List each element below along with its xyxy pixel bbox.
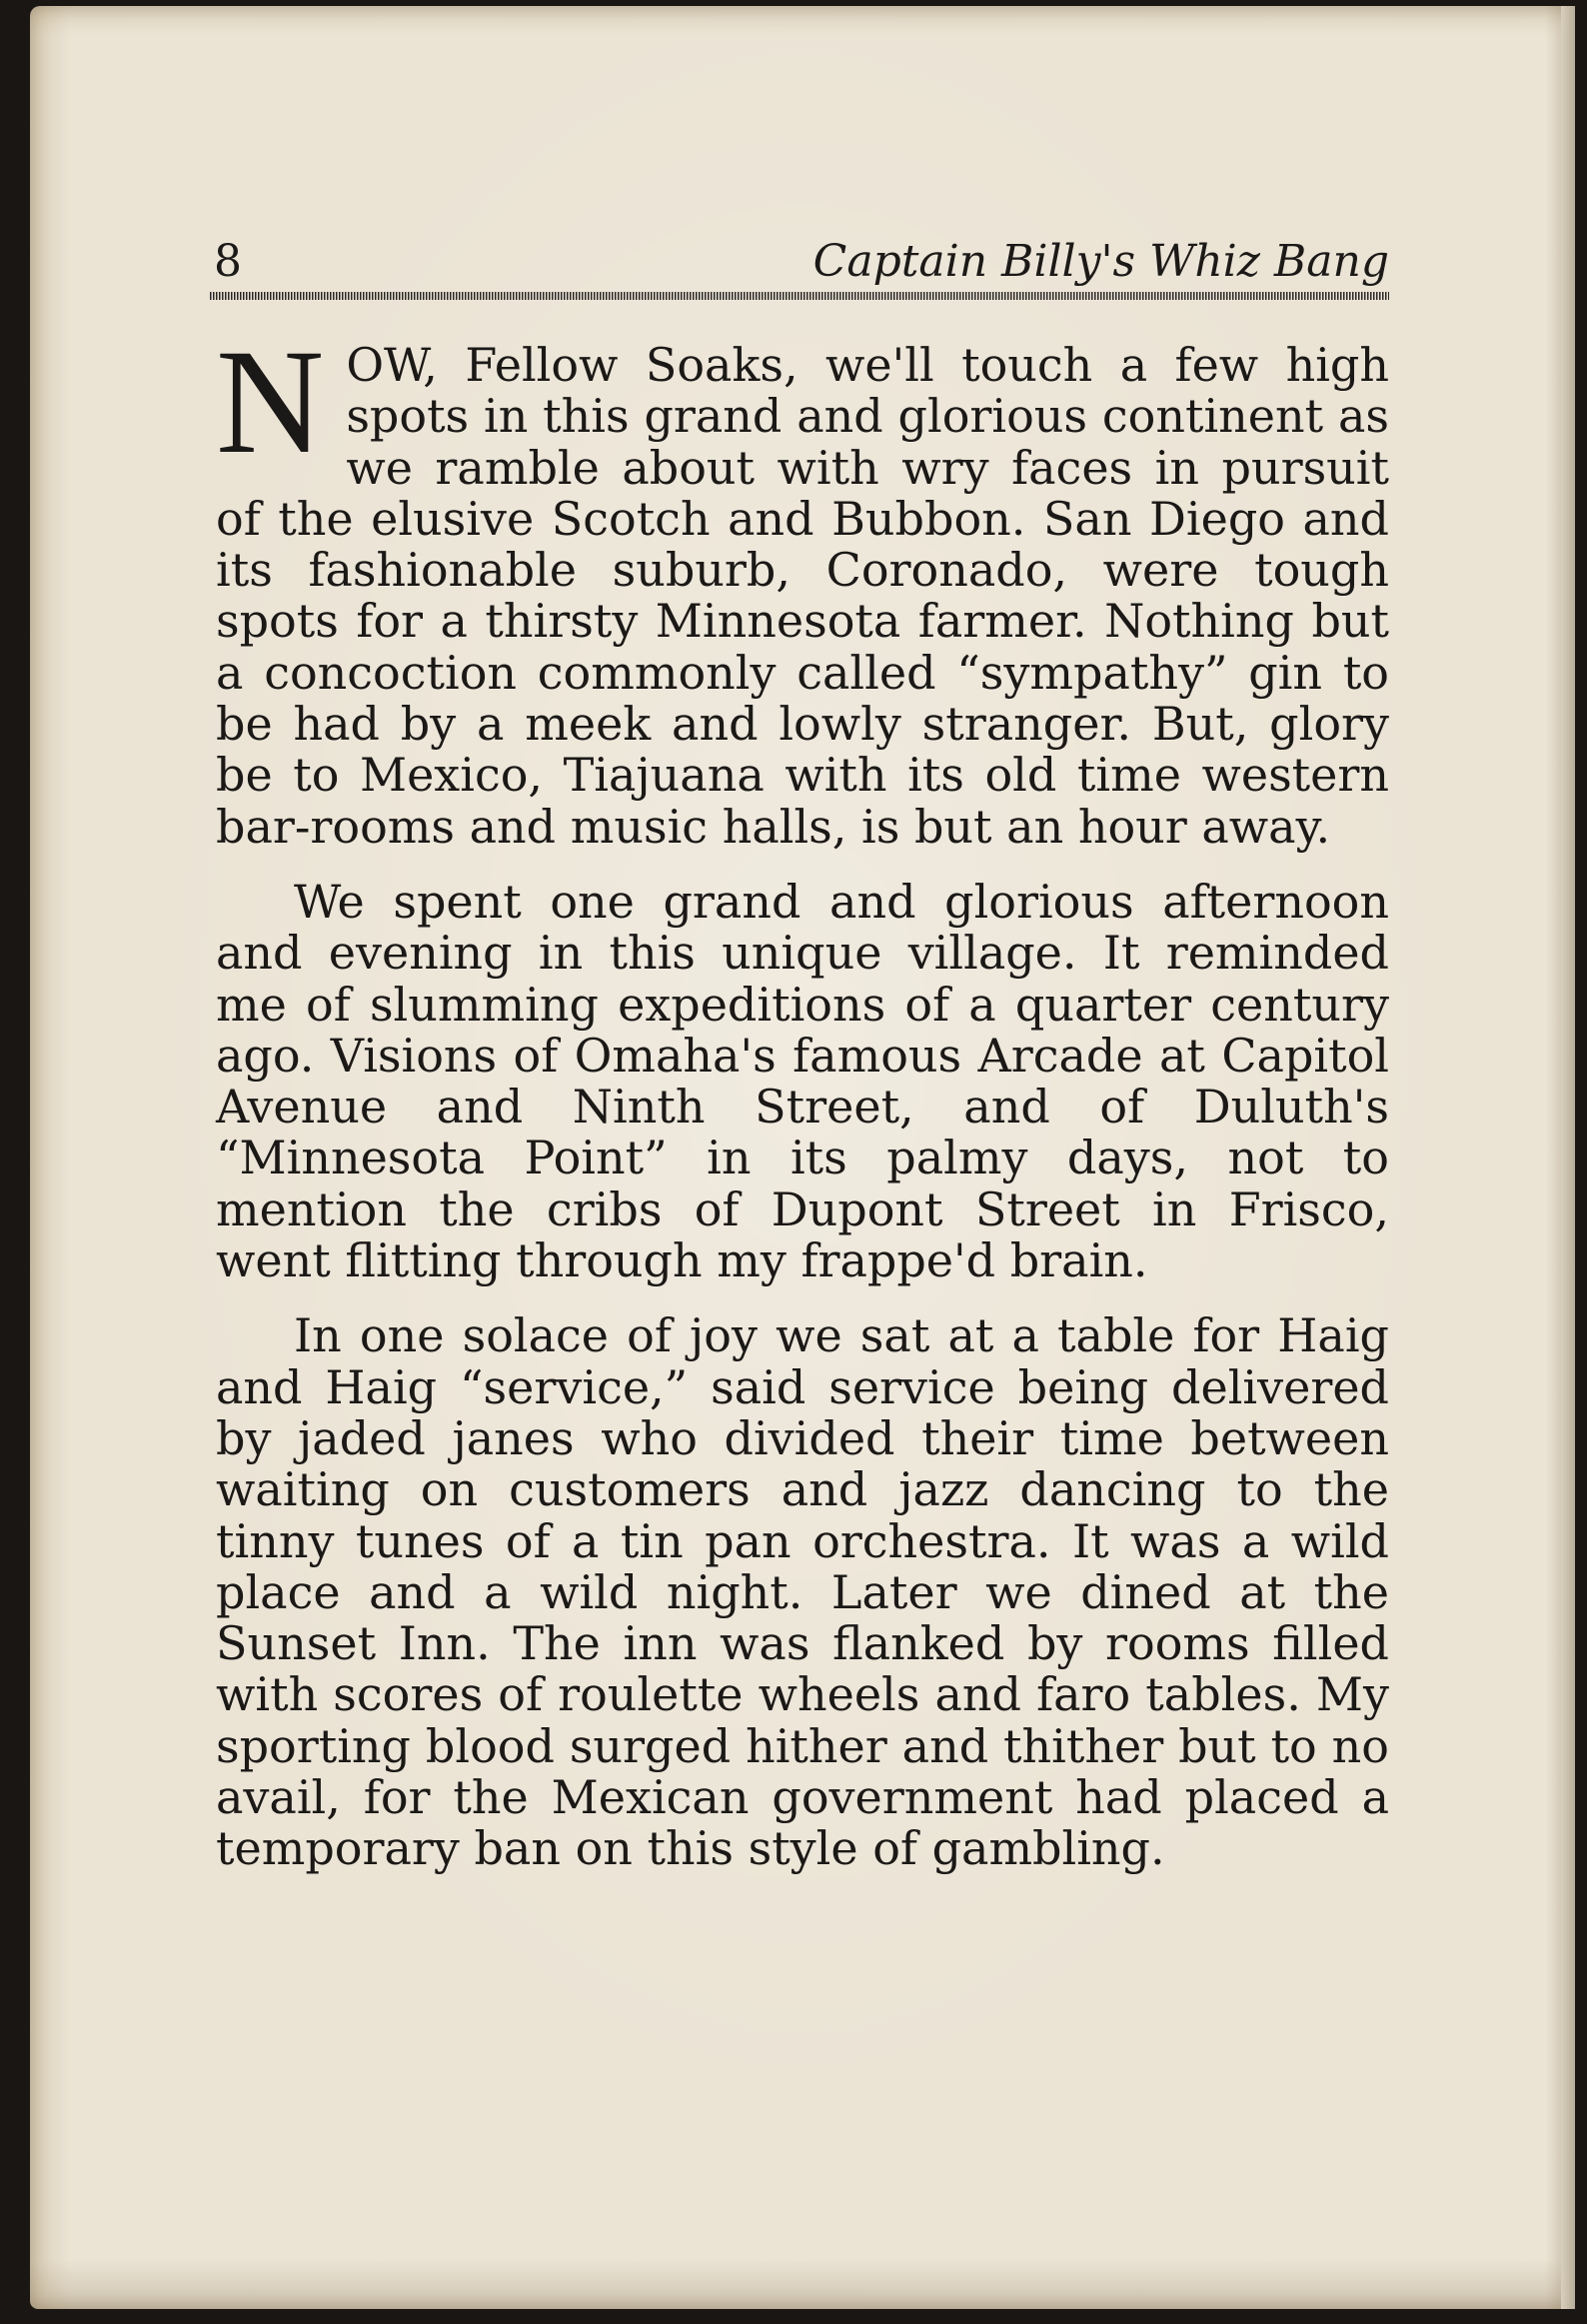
page-number: 8 <box>214 236 242 287</box>
article-body <box>216 319 1389 1899</box>
paragraph-1-text: OW, Fellow Soaks, we'll touch a few high spots in this grand and glorious continent as we ramble about with wry faces in pursuit of the elusive Scotch and Bubbon. San Diego and its fashionable suburb, Coronado, were tough spots for a thirsty Minnesota farmer. Nothing but a concoction commonly called “sympathy” gin to be had by a meek and lowly stranger. But, glory be to Mexico, Tiajuana with its old time western bar-rooms and music halls, is but an hour away. <box>216 338 1389 854</box>
running-title: Captain Billy's Whiz Bang <box>812 236 1389 287</box>
paragraph-2: We spent one grand and glorious afternoon and evening in this unique village. It reminded me of slumming expeditions of a quarter century ago. Visions of Omaha's famous Arcade at Capitol Avenue and Ninth Street, and of Duluth's “Minnesota Point” in its palmy days, not to mention the cribs of Dupont Street in Frisco, went flitting through my frappe'd brain. <box>216 874 1389 1288</box>
page-edge <box>1561 6 1575 2309</box>
running-header <box>210 235 1389 291</box>
drop-cap: N <box>216 319 325 485</box>
paragraph-3: In one solace of joy we sat at a table for Haig and Haig “service,” said service being delivered by jaded janes who divided their time between waiting on customers and jazz dancing to the tinny tunes of a tin pan orchestra. It was a wild place and a wild night. Later we dined at the Sunset Inn. The inn was flanked by rooms filled with scores of roulette wheels and faro tables. My sporting blood surged hither and thither but to no avail, for the Mexican government had placed a temporary ban on this style of gambling. <box>216 1308 1389 1876</box>
paragraph-1 <box>216 319 1389 854</box>
header-rule <box>210 292 1389 300</box>
